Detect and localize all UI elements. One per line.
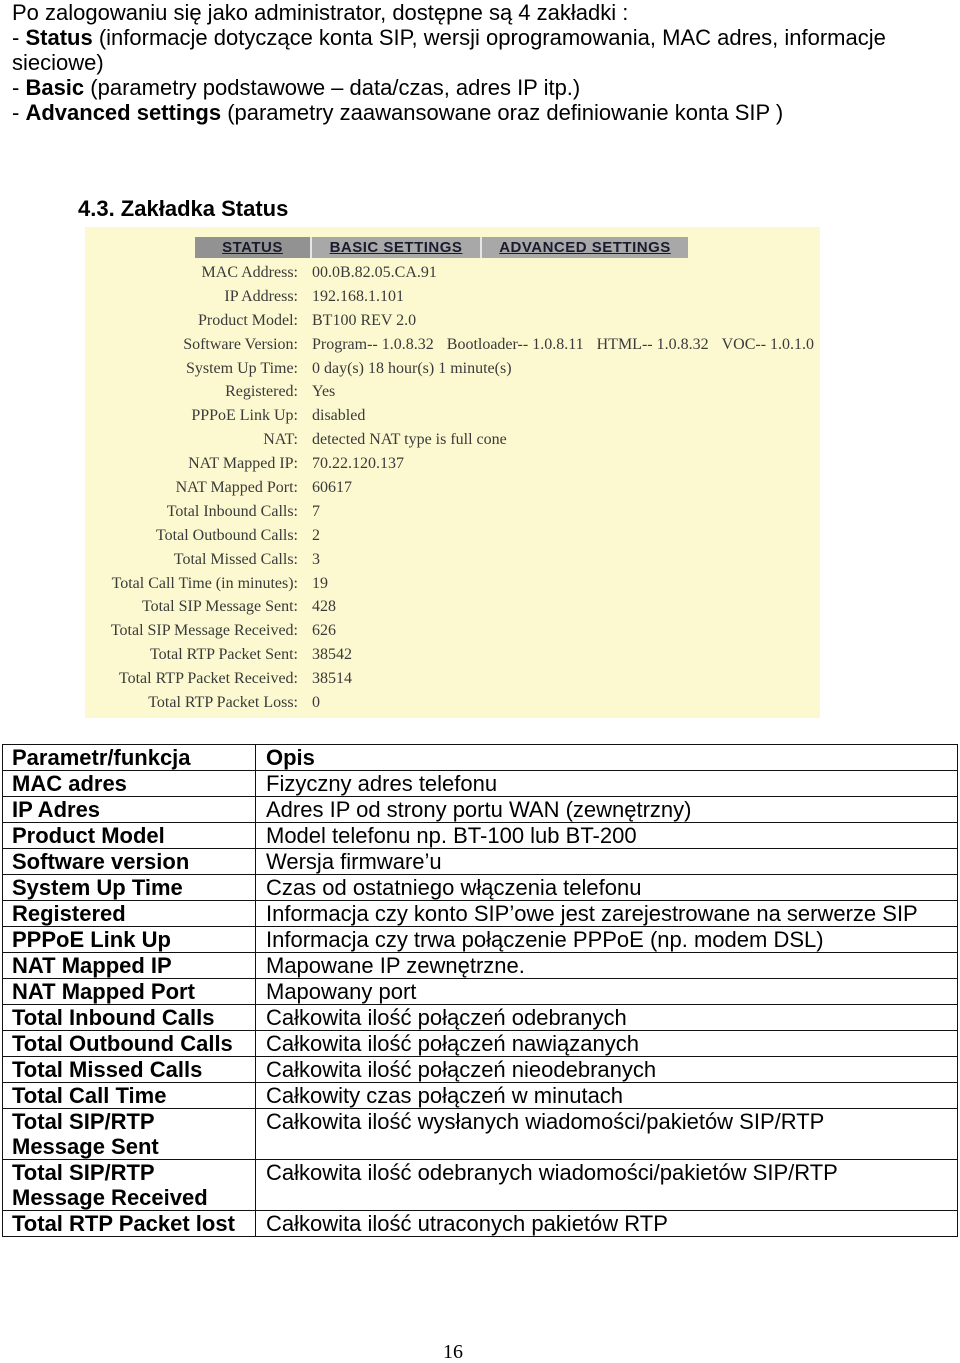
- status-row: [85, 619, 820, 643]
- status-label: System Up Time:: [185, 359, 298, 377]
- description-cell: Czas od ostatniego włączenia telefonu: [256, 875, 958, 901]
- status-row: [85, 476, 820, 500]
- status-value: 626: [312, 622, 336, 640]
- description-cell: Informacja czy trwa połączenie PPPoE (np. modem DSL): [256, 927, 958, 953]
- param-cell: Total RTP Packet lost: [3, 1211, 256, 1237]
- param-cell: NAT Mapped IP: [3, 953, 256, 979]
- status-row: [85, 500, 820, 524]
- description-cell: Model telefonu np. BT-100 lub BT-200: [256, 823, 958, 849]
- status-label: Total Inbound Calls:: [166, 502, 298, 520]
- section-heading: 4.3. Zakładka Status: [78, 196, 289, 221]
- status-value: 2: [312, 526, 320, 544]
- list-description: (informacje dotyczące konta SIP, wersji oprogramowania, MAC adres, informacje sieciowe): [12, 25, 886, 75]
- description-cell: Całkowita ilość połączeń odebranych: [256, 1005, 958, 1031]
- status-label: Software Version:: [183, 335, 298, 353]
- tab-label: ADVANCED SETTINGS: [499, 239, 671, 256]
- status-value: Yes: [312, 383, 336, 401]
- status-row: [85, 643, 820, 667]
- version-item: Program-- 1.0.8.32: [312, 335, 434, 353]
- tab-list-item-basic: [12, 75, 942, 100]
- table-row: [3, 1005, 958, 1031]
- status-row: [85, 691, 820, 715]
- status-label: Registered:: [225, 383, 298, 401]
- status-label: Total RTP Packet Sent:: [150, 646, 298, 664]
- param-cell: Product Model: [3, 823, 256, 849]
- param-cell: MAC adres: [3, 771, 256, 797]
- status-value: 428: [312, 598, 336, 616]
- description-cell: Mapowane IP zewnętrzne.: [256, 953, 958, 979]
- status-value: detected NAT type is full cone: [312, 431, 507, 449]
- table-row: [3, 875, 958, 901]
- description-cell: Wersja firmware’u: [256, 849, 958, 875]
- list-description: (parametry podstawowe – data/czas, adres IP itp.): [90, 75, 581, 100]
- status-value: disabled: [312, 407, 366, 425]
- param-cell: Total Call Time: [3, 1083, 256, 1109]
- status-row: [85, 380, 820, 404]
- table-row: [3, 797, 958, 823]
- description-cell: Całkowita ilość utraconych pakietów RTP: [256, 1211, 958, 1237]
- list-dash: -: [12, 25, 20, 50]
- description-cell: Całkowita ilość wysłanych wiadomości/pakietów SIP/RTP: [256, 1109, 958, 1160]
- status-row: [85, 357, 820, 381]
- tab-label: BASIC SETTINGS: [329, 239, 463, 256]
- list-term: Status: [25, 25, 93, 50]
- table-header-row: [3, 745, 958, 771]
- status-row: [85, 333, 820, 357]
- version-item: Bootloader-- 1.0.8.11: [446, 335, 584, 353]
- status-label: NAT:: [263, 431, 298, 449]
- param-cell: Software version: [3, 849, 256, 875]
- header-description: Opis: [256, 745, 958, 771]
- list-term: Advanced settings: [25, 100, 222, 125]
- list-dash: -: [12, 100, 20, 125]
- tab-label: STATUS: [222, 239, 283, 256]
- status-value: 19: [312, 574, 328, 592]
- status-label: Total Outbound Calls:: [156, 526, 298, 544]
- param-cell: Total Outbound Calls: [3, 1031, 256, 1057]
- status-row: [85, 261, 820, 285]
- status-label: Total RTP Packet Loss:: [148, 694, 298, 712]
- table-row: [3, 771, 958, 797]
- version-item: HTML-- 1.0.8.32: [596, 335, 709, 353]
- table-row: [3, 1160, 958, 1211]
- description-cell: Całkowity czas połączeń w minutach: [256, 1083, 958, 1109]
- status-label: NAT Mapped Port:: [175, 479, 298, 497]
- status-label: Total SIP Message Sent:: [141, 598, 298, 616]
- param-cell: Total Missed Calls: [3, 1057, 256, 1083]
- table-row: [3, 1057, 958, 1083]
- status-row: [85, 667, 820, 691]
- table-row: [3, 901, 958, 927]
- status-row: [85, 524, 820, 548]
- table-row: [3, 927, 958, 953]
- status-value: 0 day(s) 18 hour(s) 1 minute(s): [312, 359, 512, 377]
- table-row: [3, 849, 958, 875]
- status-label: NAT Mapped IP:: [188, 455, 298, 473]
- status-row: [85, 548, 820, 572]
- param-cell: System Up Time: [3, 875, 256, 901]
- page-number: 16: [443, 1341, 463, 1363]
- list-dash: -: [12, 75, 20, 100]
- parameter-table: [2, 744, 958, 1237]
- status-label: Total Missed Calls:: [173, 550, 298, 568]
- description-cell: Informacja czy konto SIP’owe jest zarejestrowane na serwerze SIP: [256, 901, 958, 927]
- status-value: 60617: [312, 479, 352, 497]
- status-label: PPPoE Link Up:: [191, 407, 298, 425]
- screenshot-tab-bar: [195, 237, 688, 258]
- status-value: 38542: [312, 646, 352, 664]
- status-value: 3: [312, 550, 320, 568]
- tab-list-item-status: [12, 25, 942, 75]
- table-row: [3, 953, 958, 979]
- status-value: 0: [312, 694, 320, 712]
- intro-text: Po zalogowaniu się jako administrator, dostępne są 4 zakładki :: [12, 0, 629, 25]
- status-row: [85, 452, 820, 476]
- status-row: [85, 595, 820, 619]
- status-value: 00.0B.82.05.CA.91: [312, 264, 437, 281]
- status-value: 7: [312, 502, 320, 520]
- intro-block: [12, 0, 942, 125]
- status-label: Product Model:: [198, 311, 298, 329]
- table-row: [3, 1109, 958, 1160]
- description-cell: Mapowany port: [256, 979, 958, 1005]
- param-cell: PPPoE Link Up: [3, 927, 256, 953]
- status-value: 70.22.120.137: [312, 455, 404, 473]
- description-cell: Fizyczny adres telefonu: [256, 771, 958, 797]
- status-value: BT100 REV 2.0: [312, 311, 417, 329]
- param-cell: Total SIP/RTP Message Received: [3, 1160, 256, 1211]
- status-value: 192.168.1.101: [312, 287, 404, 305]
- list-description: (parametry zaawansowane oraz definiowanie konta SIP ): [227, 100, 784, 125]
- status-label: Total SIP Message Received:: [110, 622, 298, 640]
- table-row: [3, 823, 958, 849]
- param-cell: Total SIP/RTP Message Sent: [3, 1109, 256, 1160]
- tab-list-item-advanced: [12, 100, 942, 125]
- status-row: [85, 428, 820, 452]
- screenshot-tab-basic-settings: [312, 237, 480, 258]
- parameter-table-body: [3, 745, 958, 1237]
- status-value: [298, 333, 814, 357]
- status-label: Total RTP Packet Received:: [118, 670, 298, 688]
- status-row: [85, 309, 820, 333]
- status-row: [85, 285, 820, 309]
- status-label: IP Address:: [224, 287, 298, 305]
- description-cell: Adres IP od strony portu WAN (zewnętrzny): [256, 797, 958, 823]
- table-row: [3, 1211, 958, 1237]
- screenshot-tab-status: [195, 237, 310, 258]
- description-cell: Całkowita ilość połączeń nawiązanych: [256, 1031, 958, 1057]
- table-row: [3, 1083, 958, 1109]
- status-row: [85, 572, 820, 596]
- table-row: [3, 979, 958, 1005]
- list-term: Basic: [25, 75, 85, 100]
- description-cell: Całkowita ilość połączeń nieodebranych: [256, 1057, 958, 1083]
- param-cell: Registered: [3, 901, 256, 927]
- status-rows: [85, 261, 820, 715]
- status-value: 38514: [312, 670, 352, 688]
- screenshot-tab-advanced-settings: [482, 237, 688, 258]
- header-param: Parametr/funkcja: [3, 745, 256, 771]
- status-label: MAC Address:: [201, 264, 298, 281]
- param-cell: Total Inbound Calls: [3, 1005, 256, 1031]
- status-page-screenshot: [85, 227, 820, 718]
- version-item: VOC-- 1.0.1.0: [721, 335, 815, 353]
- table-row: [3, 1031, 958, 1057]
- description-cell: Całkowita ilość odebranych wiadomości/pakietów SIP/RTP: [256, 1160, 958, 1211]
- status-label: Total Call Time (in minutes):: [111, 574, 298, 592]
- param-cell: IP Adres: [3, 797, 256, 823]
- param-cell: NAT Mapped Port: [3, 979, 256, 1005]
- status-row: [85, 404, 820, 428]
